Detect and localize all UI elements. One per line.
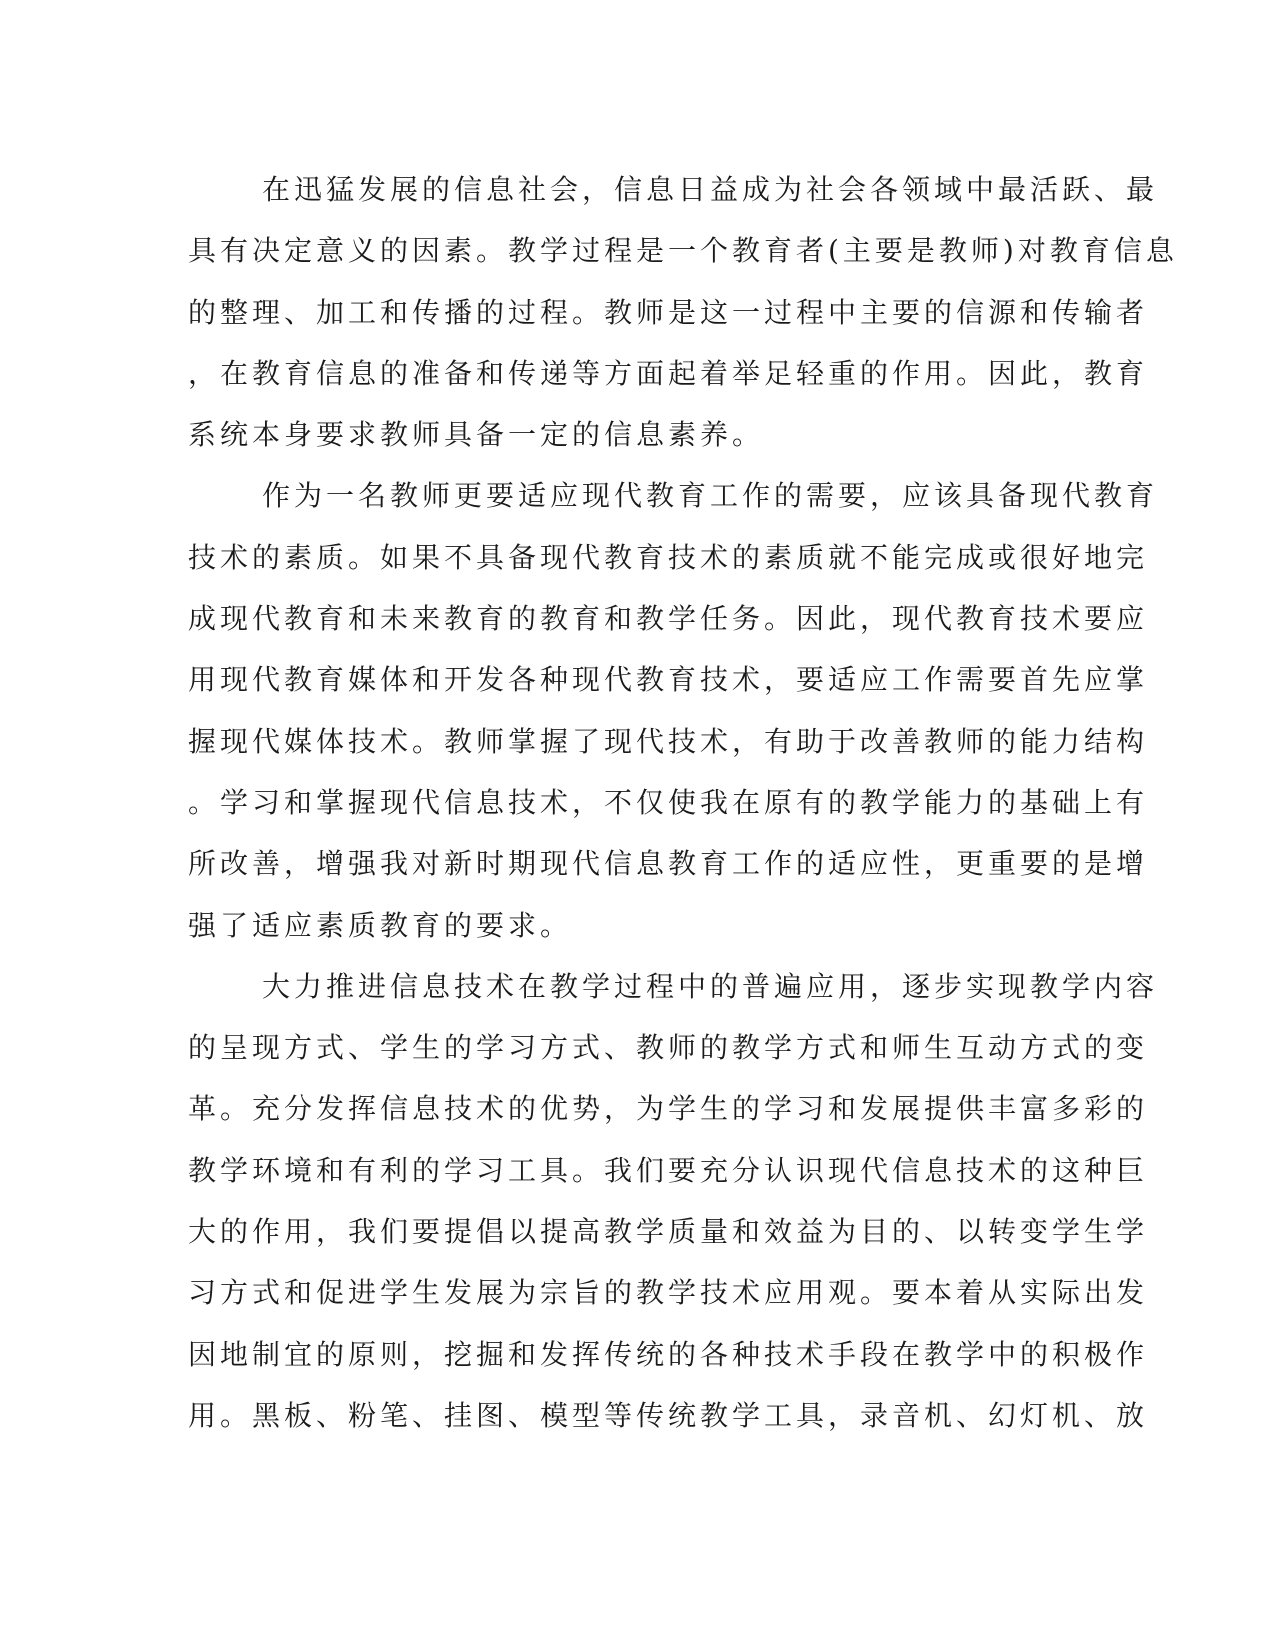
text-line: 大的作用，我们要提倡以提高教学质量和效益为目的、以转变学生学 <box>188 1215 1149 1249</box>
text-line: 习方式和促进学生发展为宗旨的教学技术应用观。要本着从实际出发 <box>188 1276 1149 1310</box>
text-line: 在迅猛发展的信息社会，信息日益成为社会各领域中最活跃、最 <box>262 173 1159 206</box>
text-line: 系统本身要求教师具备一定的信息素养。 <box>188 418 765 452</box>
text-line: 强了适应素质教育的要求。 <box>188 908 573 942</box>
text-line: 握现代媒体技术。教师掌握了现代技术，有助于改善教师的能力结构 <box>188 724 1149 758</box>
text-line: 的整理、加工和传播的过程。教师是这一过程中主要的信源和传输者 <box>188 295 1149 329</box>
text-line: 成现代教育和未来教育的教育和教学任务。因此，现代教育技术要应 <box>188 602 1149 636</box>
text-line: 因地制宜的原则，挖掘和发挥传统的各种技术手段在教学中的积极作 <box>188 1337 1149 1371</box>
text-line: 所改善，增强我对新时期现代信息教育工作的适应性，更重要的是增 <box>188 847 1149 881</box>
body-text <box>188 159 1178 1446</box>
text-line: 大力推进信息技术在教学过程中的普遍应用，逐步实现教学内容 <box>262 969 1159 1003</box>
text-line: 的呈现方式、学生的学习方式、教师的教学方式和师生互动方式的变 <box>188 1031 1149 1065</box>
text-line: 作为一名教师更要适应现代教育工作的需要，应该具备现代教育 <box>262 479 1159 513</box>
text-line: 革。充分发挥信息技术的优势，为学生的学习和发展提供丰富多彩的 <box>188 1092 1149 1126</box>
text-line: 用现代教育媒体和开发各种现代教育技术，要适应工作需要首先应掌 <box>188 663 1149 697</box>
text-line: 。学习和掌握现代信息技术，不仅使我在原有的教学能力的基础上有 <box>188 785 1149 819</box>
text-line: 用。黑板、粉笔、挂图、模型等传统教学工具，录音机、幻灯机、放 <box>188 1398 1149 1432</box>
text-line: 具有决定意义的因素。教学过程是一个教育者(主要是教师)对教育信息 <box>188 234 1178 268</box>
text-line: 技术的素质。如果不具备现代教育技术的素质就不能完成或很好地完 <box>188 540 1149 574</box>
text-line: ，在教育信息的准备和传递等方面起着举足轻重的作用。因此，教育 <box>188 356 1149 390</box>
text-line: 教学环境和有利的学习工具。我们要充分认识现代信息技术的这种巨 <box>188 1153 1149 1187</box>
